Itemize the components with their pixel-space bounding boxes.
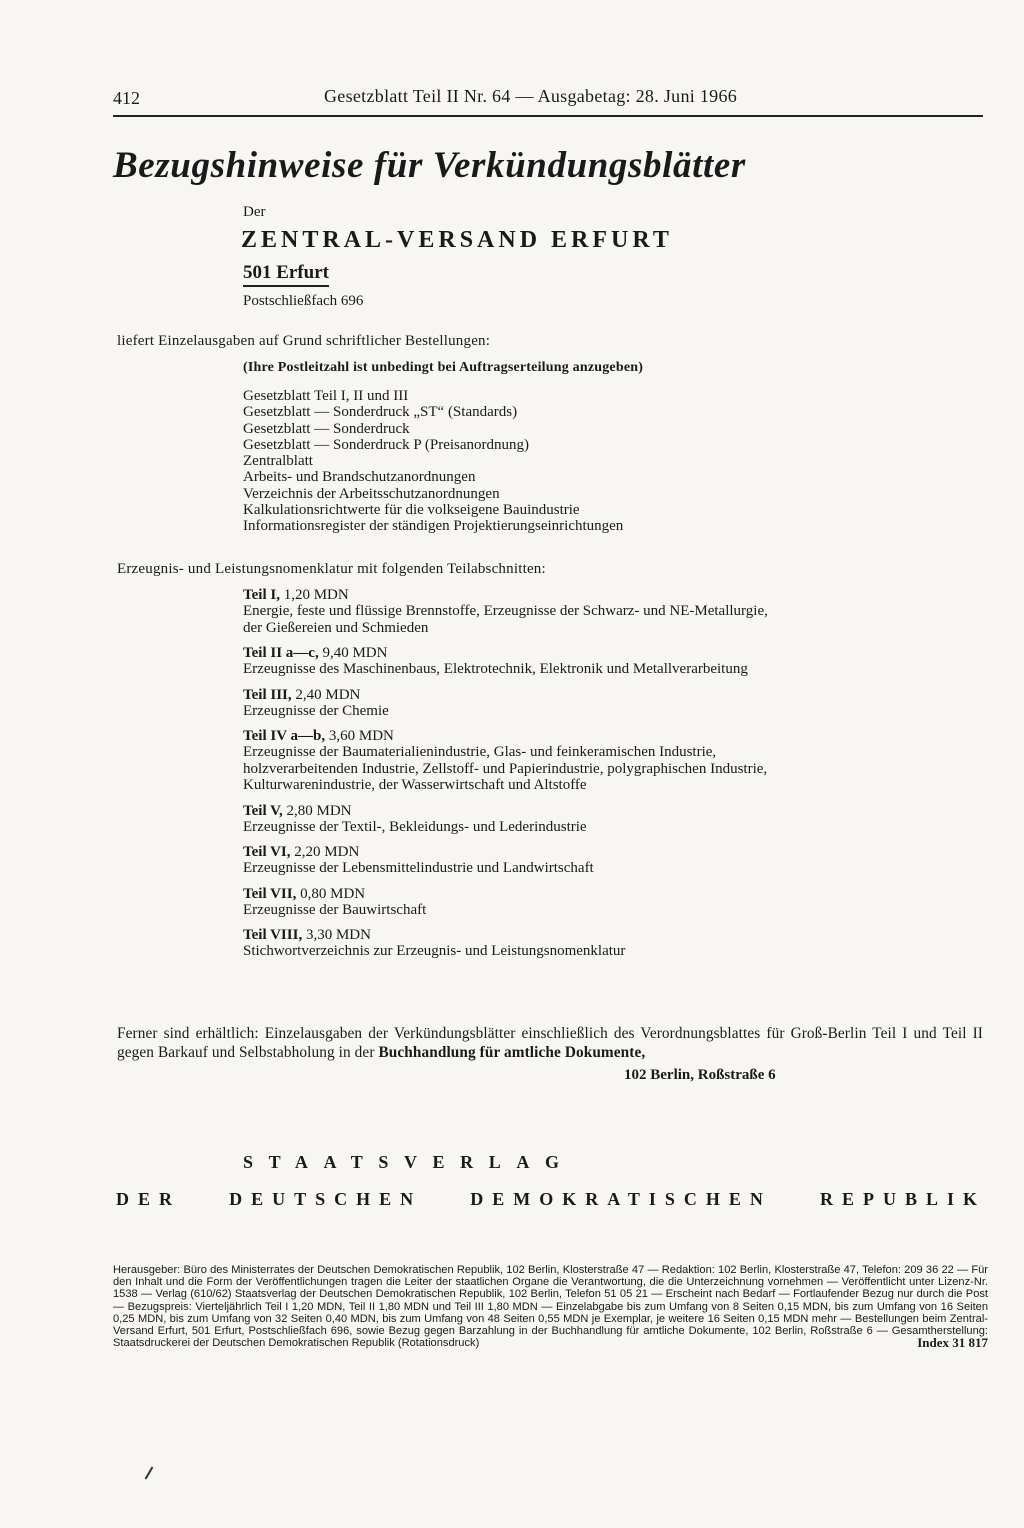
teil-entry [243,645,903,678]
publication-item: Gesetzblatt Teil I, II und III [243,388,409,404]
publication-list [243,388,623,535]
publisher-word: DEMOKRATISCHEN [470,1189,772,1209]
publication-item: Gesetzblatt — Sonderdruck P (Preisanordnung) [243,436,530,453]
teil-entry [243,687,903,720]
index-number: Index 31 817 [917,1335,988,1351]
teil-price: 2,20 MDN [294,844,360,860]
intro-line: liefert Einzelausgaben auf Grund schriftlicher Bestellungen: [117,333,491,349]
distributor-city: 501 Erfurt [243,262,329,287]
teil-price: 3,60 MDN [328,728,394,744]
teil-name: Teil II a—c, [243,645,319,661]
teil-price: 2,40 MDN [295,686,361,703]
teil-desc: Stichwortverzeichnis zur Erzeugnis- und Leistungsnomenklatur [243,943,626,959]
teil-desc: Erzeugnisse des Maschinenbaus, Elektrotechnik, Elektronik und Metallverarbeitung [243,661,748,677]
teil-desc: der Gießereien und Schmieden [243,619,429,636]
bookshop-name: Buchhandlung für amtliche Dokumente, [378,1043,646,1061]
teil-price: 3,30 MDN [305,927,371,943]
teil-name: Teil I, [243,587,280,603]
page-number: 412 [113,88,140,108]
teil-name: Teil IV a—b, [243,728,326,744]
publication-item: Arbeits- und Brandschutzanordnungen [243,469,476,486]
publisher-word: DEUTSCHEN [229,1189,423,1209]
teil-desc: Erzeugnisse der Baumaterialienindustrie, Glas- und feinkeramischen Industrie, [243,744,717,760]
teil-name: Teil VIII, [243,927,303,943]
teil-desc: Erzeugnisse der Chemie [243,702,389,719]
publication-item: Zentralblatt [243,453,313,470]
publisher-line2 [116,1189,986,1210]
teil-entry [243,927,903,960]
publication-item: Verzeichnis der Arbeitsschutzanordnungen [243,485,500,502]
teil-entry [243,844,903,877]
teil-desc: Erzeugnisse der Lebensmittelindustrie und Landwirtschaft [243,860,594,876]
bookshop-address: 102 Berlin, Roßstraße 6 [624,1067,776,1083]
teil-name: Teil VI, [243,844,291,860]
publisher-word: REPUBLIK [819,1189,986,1209]
pen-mark [145,1466,154,1479]
teil-list [243,587,903,969]
header-rule [113,115,983,117]
teil-desc: holzverarbeitenden Industrie, Zellstoff- und Papierindustrie, polygraphischen Industrie, [243,760,768,777]
page-header [113,84,983,110]
teil-entry [243,803,903,836]
nomenklatur-intro: Erzeugnis- und Leistungsnomenklatur mit folgenden Teilabschnitten: [117,561,546,577]
impressum-text: Herausgeber: Büro des Ministerrates der Deutschen Demokratischen Republik, 102 Berlin, Klosterstraße 47 — Redaktion: 102 Berlin, Klosterstraße 47, Telefon: 209 36 22 — Für den Inhalt und die Form der Veröffentlichungen tragen die Leiter der staatlichen Organe die Verantwortung, die die Unterzeichnung vornehmen — Veröffentlicht unter Lizenz-Nr. 1538 — Verlag (610/62) Staatsverlag der Deutschen Demokratischen Republik, 102 Berlin, Telefon 51 05 21 — Erscheint nach Bedarf — Fortlaufender Bezug nur durch die Post — Bezugspreis: Vierteljährlich Teil I 1,20 MDN, Teil II 1,80 MDN und Teil III 1,80 MDN — Einzelabgabe bis zum Umfang von 8 Seiten 0,15 MDN, bis zum Umfang von 16 Seiten 0,25 MDN, bis zum Umfang von 32 Seiten 0,40 MDN, bis zum Umfang von 48 Seiten 0,55 MDN je Exemplar, je weitere 16 Seiten 0,15 MDN mehr — Bestellungen beim Zentral-Versand Erfurt, 501 Erfurt, Postschließfach 696, sowie Bezug gegen Barzahlung in der Buchhandlung für amtliche Dokumente, 102 Berlin, Roßstraße 6 — Gesamtherstellung: Staatsdruckerei der Deutschen Demokratischen Republik (Rotationsdruck) [113,1264,988,1350]
publisher-word: DER [116,1189,182,1209]
ferner-text: Ferner sind erhältlich: Einzelausgaben der Verkündungsblätter einschließlich des Verordnungsblattes für Groß-Berlin Teil I und Teil II gegen Barkauf und Selbstabholung in der [117,1025,983,1061]
teil-price: 0,80 MDN [300,885,366,902]
distributor-article: Der [243,204,266,220]
teil-price: 2,80 MDN [286,802,352,819]
postcode-note: (Ihre Postleitzahl ist unbedingt bei Auftragserteilung anzugeben) [243,360,644,375]
teil-desc: Erzeugnisse der Textil-, Bekleidungs- und Lederindustrie [243,818,587,835]
teil-price: 1,20 MDN [283,587,349,603]
publication-item: Gesetzblatt — Sonderdruck „ST“ (Standards) [243,404,518,421]
page-title: Bezugshinweise für Verkündungsblätter [113,145,746,186]
header-text: Gesetzblatt Teil II Nr. 64 — Ausgabetag: 28. Juni 1966 [324,86,738,106]
teil-desc: Kulturwarenindustrie, der Wasserwirtschaft und Altstoffe [243,777,587,793]
teil-price: 9,40 MDN [322,645,388,661]
teil-desc: Energie, feste und flüssige Brennstoffe, Erzeugnisse der Schwarz- und NE-Metallurgie, [243,603,768,619]
publication-item: Kalkulationsrichtwerte für die volkseigene Bauindustrie [243,502,580,519]
teil-name: Teil VII, [243,885,297,902]
publication-item: Informationsregister der ständigen Projektierungseinrichtungen [243,518,624,535]
publisher-line1: STAATSVERLAG [243,1152,575,1172]
publication-item: Gesetzblatt — Sonderdruck [243,420,410,437]
teil-name: Teil V, [243,802,283,819]
teil-desc: Erzeugnisse der Bauwirtschaft [243,901,427,918]
teil-entry [243,886,903,919]
ferner-paragraph [117,1025,983,1062]
teil-name: Teil III, [243,686,292,703]
impressum [113,1264,988,1349]
teil-entry [243,728,903,794]
teil-entry [243,587,903,636]
distributor-name: ZENTRAL-VERSAND ERFURT [241,227,673,253]
distributor-postbox: Postschließfach 696 [243,293,364,309]
